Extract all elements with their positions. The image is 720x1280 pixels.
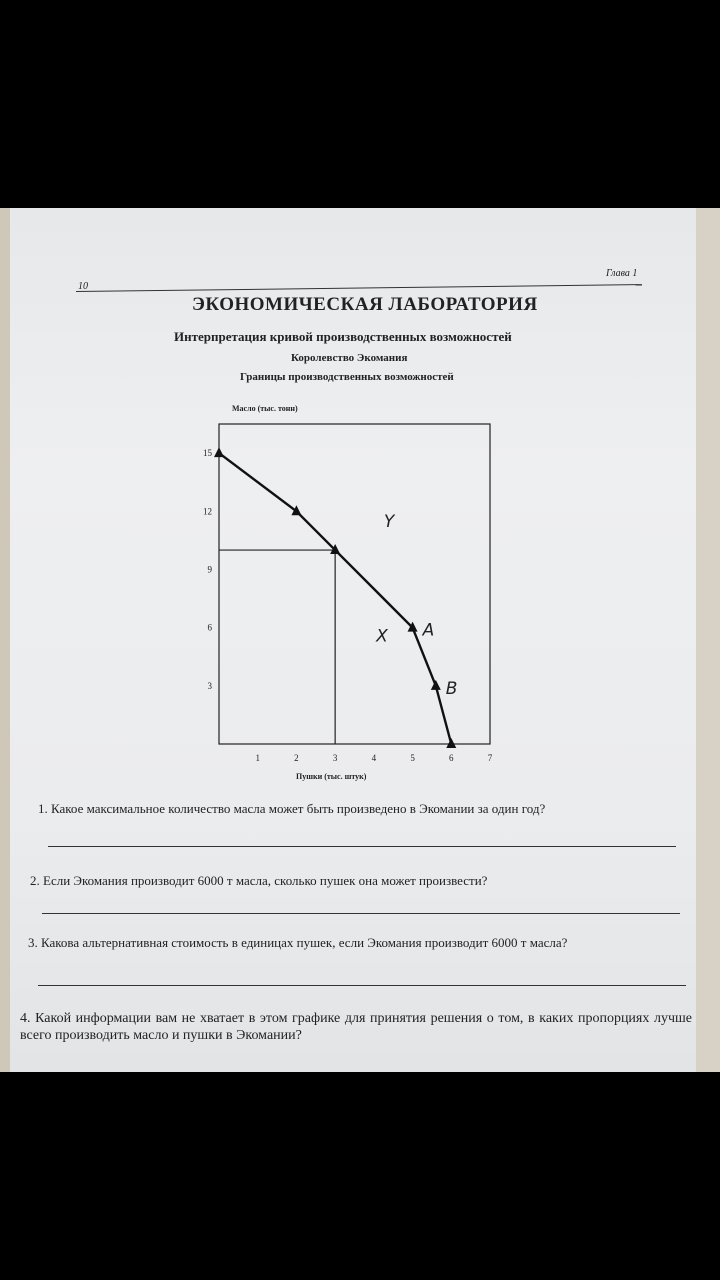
y-tick-label: 6 (207, 622, 212, 633)
chapter-label: Глава 1 (606, 268, 638, 279)
question-4: 4. Какой информации вам не хватает в этом графике для принятия решения о том, в каких пропорциях лучше всего производить масло и пушки в Экомании? (20, 1011, 692, 1043)
ppf-point-marker (291, 505, 301, 515)
question-1: 1. Какое максимальное количество масла может быть произведено в Экомании за один год? (38, 801, 546, 816)
y-tick-label: 3 (207, 680, 212, 691)
page-subtitle: Интерпретация кривой производственных возможностей (174, 329, 512, 344)
question-2: 2. Если Экомания производит 6000 т масла, сколько пушек она может произвести? (30, 873, 488, 888)
ppf-point-marker (214, 447, 224, 457)
kingdom-label: Королевство Экомания (291, 352, 408, 364)
point-label-a: A (422, 620, 435, 641)
page-number: 10 (78, 281, 88, 292)
page-title: ЭКОНОМИЧЕСКАЯ ЛАБОРАТОРИЯ (192, 294, 538, 315)
answer-line-2[interactable] (42, 913, 680, 914)
x-tick-label: 6 (449, 753, 454, 763)
x-tick-label: 5 (410, 753, 415, 763)
x-tick-label: 3 (332, 753, 338, 763)
chart-y-axis-label: Масло (тыс. тонн) (232, 404, 298, 413)
x-tick-label: 2 (294, 753, 299, 763)
y-tick-label: 12 (203, 506, 212, 517)
y-tick-label: 15 (203, 448, 212, 459)
ppf-point-marker (446, 738, 456, 748)
x-tick-label: 1 (255, 753, 260, 763)
y-tick-label: 9 (207, 564, 212, 575)
answer-line-3[interactable] (38, 985, 686, 986)
answer-line-1[interactable] (48, 846, 676, 847)
ppf-point-marker (431, 680, 441, 690)
chart-x-axis-label: Пушки (тыс. штук) (296, 772, 367, 781)
x-tick-label: 7 (487, 753, 493, 763)
chart-title: Границы производственных возможностей (240, 371, 454, 383)
point-label-x: X (376, 626, 388, 647)
question-3: 3. Какова альтернативная стоимость в единицах пушек, если Экомания производит 6000 т масла? (28, 935, 568, 950)
x-tick-label: 4 (371, 753, 377, 763)
point-label-b: B (445, 678, 458, 699)
point-label-y: Y (383, 512, 395, 533)
